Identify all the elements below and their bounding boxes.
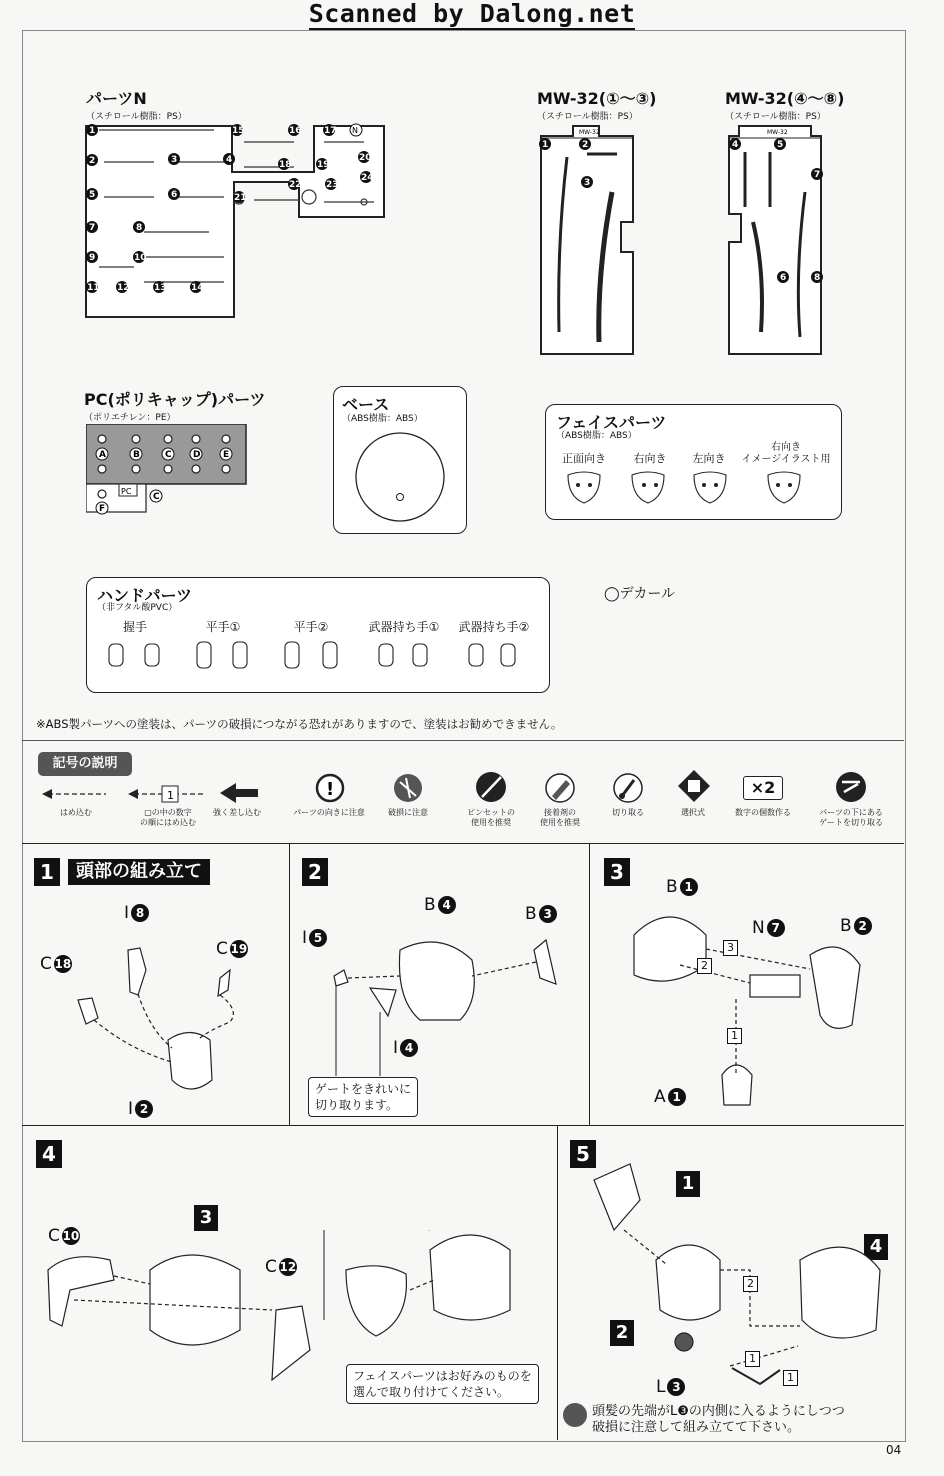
legend-row <box>22 776 904 840</box>
legend-label-7: 切り取る <box>612 808 644 817</box>
svg-text:A: A <box>99 450 106 460</box>
svg-text:C: C <box>153 492 160 502</box>
step3-label-b1: B 1 <box>666 877 698 897</box>
face-icons <box>564 471 834 505</box>
svg-text:MW-32: MW-32 <box>767 129 788 136</box>
step1-number: 1 <box>34 858 60 886</box>
step3-number: 3 <box>604 858 630 886</box>
step-divider-v2 <box>589 843 590 1125</box>
scan-credit: Scanned by Dalong.net <box>308 0 636 28</box>
mw32b-header <box>725 86 844 122</box>
svg-text:MW-32: MW-32 <box>579 129 600 136</box>
step-divider-v1 <box>289 843 290 1125</box>
mw32a-sprue <box>537 122 637 362</box>
step-divider-top <box>22 843 904 844</box>
step1-label-c19: C 19 <box>216 939 248 959</box>
hand-parts-title: ハンドパーツ <box>97 586 193 605</box>
svg-text:PC: PC <box>121 487 132 496</box>
step2-label-b4: B 4 <box>424 895 456 915</box>
tweezers-icon <box>474 770 508 804</box>
step5-sub-4: 4 <box>864 1234 888 1260</box>
abs-warning: ※ABS製パーツへの塗装は、パーツの破損につながる恐れがありますので、塗装はお勧めできません。 <box>36 717 563 731</box>
svg-text:20: 20 <box>359 153 372 163</box>
step2-label-b3: B 3 <box>525 904 557 924</box>
step-divider-mid <box>22 1125 904 1126</box>
step5-drawing <box>580 1160 898 1390</box>
svg-text:6: 6 <box>171 190 178 200</box>
pc-material: （ポリエチレン：PE） <box>84 413 176 423</box>
arrow-icon <box>40 782 112 806</box>
step5-number: 5 <box>570 1140 596 1168</box>
page-number: 04 <box>886 1443 902 1457</box>
hand-icons <box>101 636 541 680</box>
gate-cut-icon <box>834 770 868 804</box>
svg-text:8: 8 <box>136 223 143 233</box>
face-illust-label: 右向き イメージイラスト用 <box>741 442 831 465</box>
glue-icon <box>544 772 576 804</box>
mw32b-sprue <box>725 122 825 362</box>
svg-text:C: C <box>165 450 172 460</box>
mw32b-material: （スチロール樹脂：PS） <box>725 112 826 122</box>
hand-flat1-label: 平手① <box>205 620 241 634</box>
pc-title: PC(ポリキャップ)パーツ <box>84 390 266 409</box>
svg-text:7: 7 <box>814 170 821 180</box>
svg-text:5: 5 <box>89 190 96 200</box>
mw32b-title: MW-32(④〜⑧) <box>725 89 845 108</box>
mw32a-header <box>537 86 656 122</box>
svg-text:7: 7 <box>89 223 96 233</box>
legend-label-1: ▢の中の数字 の順にはめ込む <box>140 808 196 827</box>
svg-text:18: 18 <box>279 160 292 170</box>
svg-text:22: 22 <box>289 180 302 190</box>
face-parts-box <box>545 404 842 520</box>
step4-label-c12: C 12 <box>265 1257 297 1277</box>
decal-label: ◯デカール <box>604 586 676 602</box>
step1-label-i8: I 8 <box>124 903 149 923</box>
step5-order-1a: 1 <box>745 1351 760 1367</box>
svg-text:F: F <box>99 504 106 514</box>
strong-arrow-icon <box>218 780 262 806</box>
step3-order-3: 3 <box>723 940 738 956</box>
order-arrow-icon <box>126 782 210 806</box>
svg-text:4: 4 <box>732 140 739 150</box>
face-front-label: 正面向き <box>562 452 606 465</box>
hand-grip-label: 握手 <box>122 620 147 634</box>
select-icon <box>676 768 712 804</box>
svg-text:12: 12 <box>117 283 130 293</box>
step3-label-b2: B 2 <box>840 916 872 936</box>
divider <box>22 740 904 741</box>
step5-order-1b: 1 <box>783 1370 798 1386</box>
step1-drawing <box>60 920 280 1100</box>
step1-title: 頭部の組み立て <box>68 859 210 885</box>
step5-label-l3: L 3 <box>656 1377 685 1397</box>
svg-text:15: 15 <box>232 126 245 136</box>
legend-label-0: はめ込む <box>60 808 92 817</box>
svg-text:!: ! <box>326 779 335 800</box>
legend-label-8: 選択式 <box>681 808 705 817</box>
svg-text:14: 14 <box>191 283 204 293</box>
face-parts-material: （ABS樹脂：ABS） <box>556 431 637 441</box>
step3-order-2: 2 <box>697 958 712 974</box>
parts-n-title: パーツN <box>86 89 147 108</box>
svg-text:3: 3 <box>171 155 178 165</box>
svg-text:13: 13 <box>154 283 167 293</box>
step2-drawing <box>300 920 580 1080</box>
legend-label-2: 強く差し込む <box>213 808 261 817</box>
step5-note: 頭髪の先端がL❸の内側に入るようにしつつ 破損に注意して組み立てて下さい。 <box>592 1404 845 1435</box>
svg-text:9: 9 <box>89 253 96 263</box>
mw32a-title: MW-32(①〜③) <box>537 89 657 108</box>
step3-label-a1: A 1 <box>654 1087 686 1107</box>
svg-text:19: 19 <box>317 160 330 170</box>
svg-text:8: 8 <box>814 273 821 283</box>
base-disc <box>354 431 446 523</box>
svg-text:2: 2 <box>89 156 96 166</box>
base-title: ベース <box>342 395 390 414</box>
step5-sub-1: 1 <box>676 1171 700 1197</box>
svg-text:1: 1 <box>167 789 174 802</box>
face-right-label: 右向き <box>633 452 667 465</box>
face-parts-title: フェイスパーツ <box>556 413 667 432</box>
step1-label-i2: I 2 <box>128 1099 153 1119</box>
step3-order-1: 1 <box>727 1028 742 1044</box>
face-left-label: 左向き <box>692 452 726 465</box>
svg-text:5: 5 <box>777 140 784 150</box>
legend-label-6: 接着剤の 使用を推奨 <box>540 808 580 827</box>
svg-text:24: 24 <box>361 173 374 183</box>
svg-text:4: 4 <box>226 155 233 165</box>
step5-sub-2: 2 <box>610 1320 634 1346</box>
legend-label-9: 数字の個数作る <box>735 808 791 817</box>
hand-weapon1-label: 武器持ち手① <box>368 620 440 634</box>
step4-label-c10: C 10 <box>48 1226 80 1246</box>
svg-text:1: 1 <box>89 126 96 136</box>
svg-text:17: 17 <box>324 126 337 136</box>
legend-label-10: パーツの下にある ゲートを切り取る <box>819 808 883 827</box>
step2-label-i5: I 5 <box>302 928 327 948</box>
svg-text:D: D <box>193 450 201 460</box>
step2-note: ゲートをきれいに 切り取ります。 <box>308 1077 418 1117</box>
exclamation-icon <box>314 772 346 804</box>
svg-text:1: 1 <box>542 140 549 150</box>
svg-text:10: 10 <box>134 253 147 263</box>
step2-label-i4: I 4 <box>393 1038 418 1058</box>
step4-number: 4 <box>36 1140 62 1168</box>
step3-drawing <box>600 895 900 1115</box>
hand-parts-material: （非フタル酸PVC） <box>97 603 178 613</box>
step2-number: 2 <box>302 858 328 886</box>
parts-n-material: （スチロール樹脂：PS） <box>86 112 187 122</box>
legend-label-3: パーツの向きに注意 <box>293 808 365 817</box>
svg-text:2: 2 <box>582 140 589 150</box>
break-warning-icon <box>392 772 424 804</box>
svg-text:N: N <box>352 126 358 135</box>
svg-text:16: 16 <box>289 126 302 136</box>
svg-text:23: 23 <box>326 180 339 190</box>
svg-text:11: 11 <box>87 283 100 293</box>
step1-label-c18: C 18 <box>40 954 72 974</box>
svg-text:6: 6 <box>780 273 787 283</box>
pc-sprue <box>86 424 251 520</box>
hand-parts-box <box>86 577 550 693</box>
legend-label-5: ピンセットの 使用を推奨 <box>467 808 515 827</box>
pc-header <box>84 387 265 423</box>
mw32a-material: （スチロール樹脂：PS） <box>537 112 638 122</box>
svg-text:E: E <box>223 450 230 460</box>
parts-n-sprue <box>84 122 394 326</box>
break-warning-icon <box>563 1403 587 1427</box>
svg-text:B: B <box>133 450 140 460</box>
step3-label-n7: N 7 <box>752 918 785 938</box>
svg-text:3: 3 <box>584 178 591 188</box>
base-box <box>333 386 467 534</box>
step5-order-2: 2 <box>743 1276 758 1292</box>
step4-note: フェイスパーツはお好みのものを 選んで取り付けてください。 <box>346 1364 539 1404</box>
svg-text:21: 21 <box>234 193 247 203</box>
base-material: （ABS樹脂：ABS） <box>342 414 423 424</box>
hand-weapon2-label: 武器持ち手② <box>458 620 530 634</box>
step4-sub-3: 3 <box>194 1205 218 1231</box>
times-icon: ×2 <box>743 776 783 800</box>
cut-icon <box>612 772 644 804</box>
legend-title: 記号の説明 <box>38 752 132 776</box>
parts-n-header <box>86 86 187 122</box>
hand-flat2-label: 平手② <box>293 620 329 634</box>
legend-label-4: 破損に注意 <box>388 808 428 817</box>
